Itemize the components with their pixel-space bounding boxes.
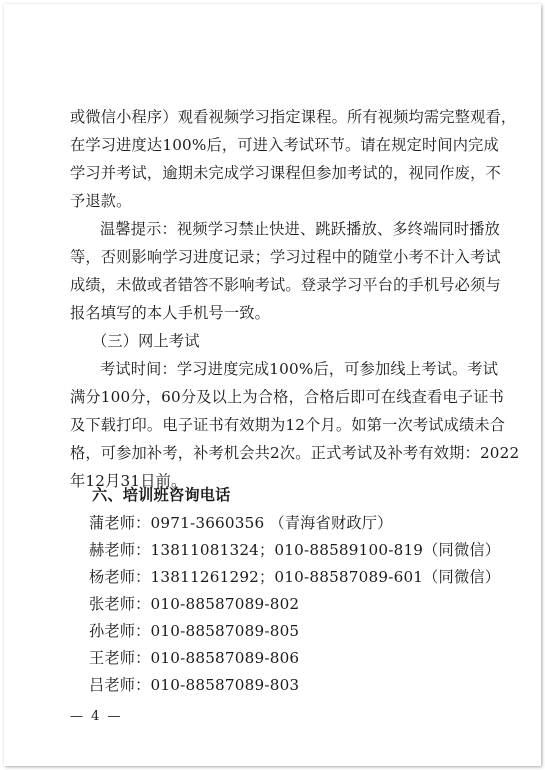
paragraph-line: 格，可参加补考，补考机会共2次。正式考试及补考有效期：2022	[70, 444, 520, 462]
contact-line: 赫老师：13811081324；010-88589100-819（同微信）	[89, 541, 501, 559]
contact-line: 张老师：010-88587089-802	[89, 595, 300, 613]
document-page	[4, 4, 541, 766]
contact-line: 蒲老师：0971-3660356 （青海省财政厅）	[89, 514, 393, 532]
paragraph-line: 学习并考试，逾期未完成学习课程但参加考试的，视同作废，不	[70, 164, 501, 182]
paragraph-line: 予退款。	[70, 192, 132, 210]
paragraph-line: 在学习进度达100%后，可进入考试环节。请在规定时间内完成	[70, 136, 499, 154]
paragraph-line: 成绩，未做或者错答不影响考试。登录学习平台的手机号必须与	[70, 276, 501, 294]
paragraph-line: 满分100分，60分及以上为合格，合格后即可在线查看电子证书	[70, 388, 505, 406]
paragraph-line: 报名填写的本人手机号一致。	[70, 304, 271, 322]
contact-line: 孙老师：010-88587089-805	[89, 622, 300, 640]
paragraph-line: 考试时间：学习进度完成100%后，可参加线上考试。考试	[100, 360, 499, 378]
contact-line: 杨老师：13811261292；010-88587089-601（同微信）	[89, 568, 501, 586]
paragraph-line: 温馨提示：视频学习禁止快进、跳跃播放、多终端同时播放	[100, 220, 501, 238]
contact-line: 王老师：010-88587089-806	[89, 649, 300, 667]
subheading-online-exam: （三）网上考试	[92, 332, 200, 350]
section-heading-contacts: 六、培训班咨询电话	[92, 486, 231, 504]
contact-line: 吕老师：010-88587089-803	[89, 676, 300, 694]
paragraph-line: 年12月31日前。	[70, 472, 187, 490]
paragraph-line: 等，否则影响学习进度记录；学习过程中的随堂小考不计入考试	[70, 248, 501, 266]
paragraph-line: 或微信小程序）观看视频学习指定课程。所有视频均需完整观看，	[70, 108, 517, 126]
page-number: — 4 —	[70, 709, 123, 724]
paragraph-line: 及下载打印。电子证书有效期为12个月。如第一次考试成绩未合	[70, 416, 506, 434]
